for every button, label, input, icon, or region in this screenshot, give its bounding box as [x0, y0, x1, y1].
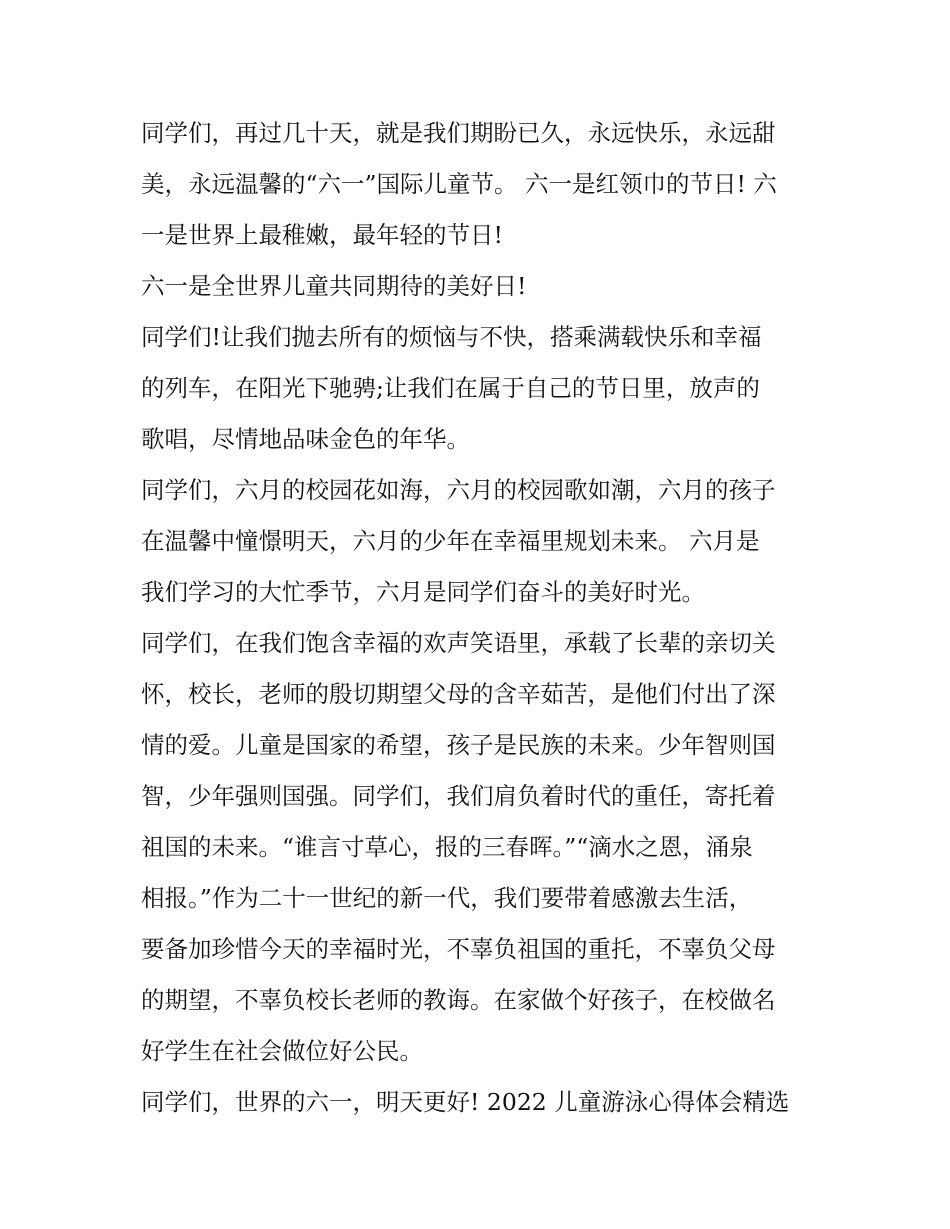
document-body [141, 108, 811, 1128]
text-line: 六一是全世界儿童共同期待的美好日! [141, 272, 527, 300]
text-line: 的列车，在阳光下驰骋;让我们在属于自己的节日里，放声的 [141, 374, 760, 402]
text-line: 怀，校长，老师的殷切期望父母的含辛茹苦，是他们付出了深 [141, 680, 776, 708]
text-line: 的期望，不辜负校长老师的教诲。在家做个好孩子，在校做名 [141, 986, 776, 1014]
text-line: 同学们，再过几十天，就是我们期盼已久，永远快乐，永远甜 [141, 119, 776, 147]
text-line: 同学们，在我们饱含幸福的欢声笑语里，承载了长辈的亲切关 [141, 629, 776, 657]
text-line: 我们学习的大忙季节，六月是同学们奋斗的美好时光。 [141, 578, 705, 606]
text-line: 同学们，六月的校园花如海，六月的校园歌如潮，六月的孩子 [141, 476, 776, 504]
text-line: 智，少年强则国强。同学们，我们肩负着时代的重任，寄托着 [141, 782, 776, 810]
text-line: 一是世界上最稚嫩，最年轻的节日! [141, 221, 503, 249]
text-line: 歌唱，尽情地品味金色的年华。 [141, 425, 470, 453]
text-line: 在温馨中憧憬明天，六月的少年在幸福里规划未来。 六月是 [141, 527, 760, 555]
text-line: 好学生在社会做位好公民。 [141, 1037, 423, 1065]
text-line: 祖国的未来。“谁言寸草心，报的三春晖。”“滴水之恩，涌泉 [141, 833, 753, 861]
text-line: 美，永远温馨的“六一”国际儿童节。 六一是红领巾的节日! 六 [141, 170, 777, 198]
text-line: 同学们，世界的六一，明天更好! 2022 儿童游泳心得体会精选 [141, 1088, 790, 1116]
text-line: 要备加珍惜今天的幸福时光，不辜负祖国的重托，不辜负父母 [141, 935, 776, 963]
text-line: 相报。”作为二十一世纪的新一代，我们要带着感激去生活， [141, 884, 753, 912]
text-line: 情的爱。儿童是国家的希望，孩子是民族的未来。少年智则国 [141, 731, 776, 759]
text-line: 同学们!让我们抛去所有的烦恼与不快，搭乘满载快乐和幸福 [141, 323, 762, 351]
